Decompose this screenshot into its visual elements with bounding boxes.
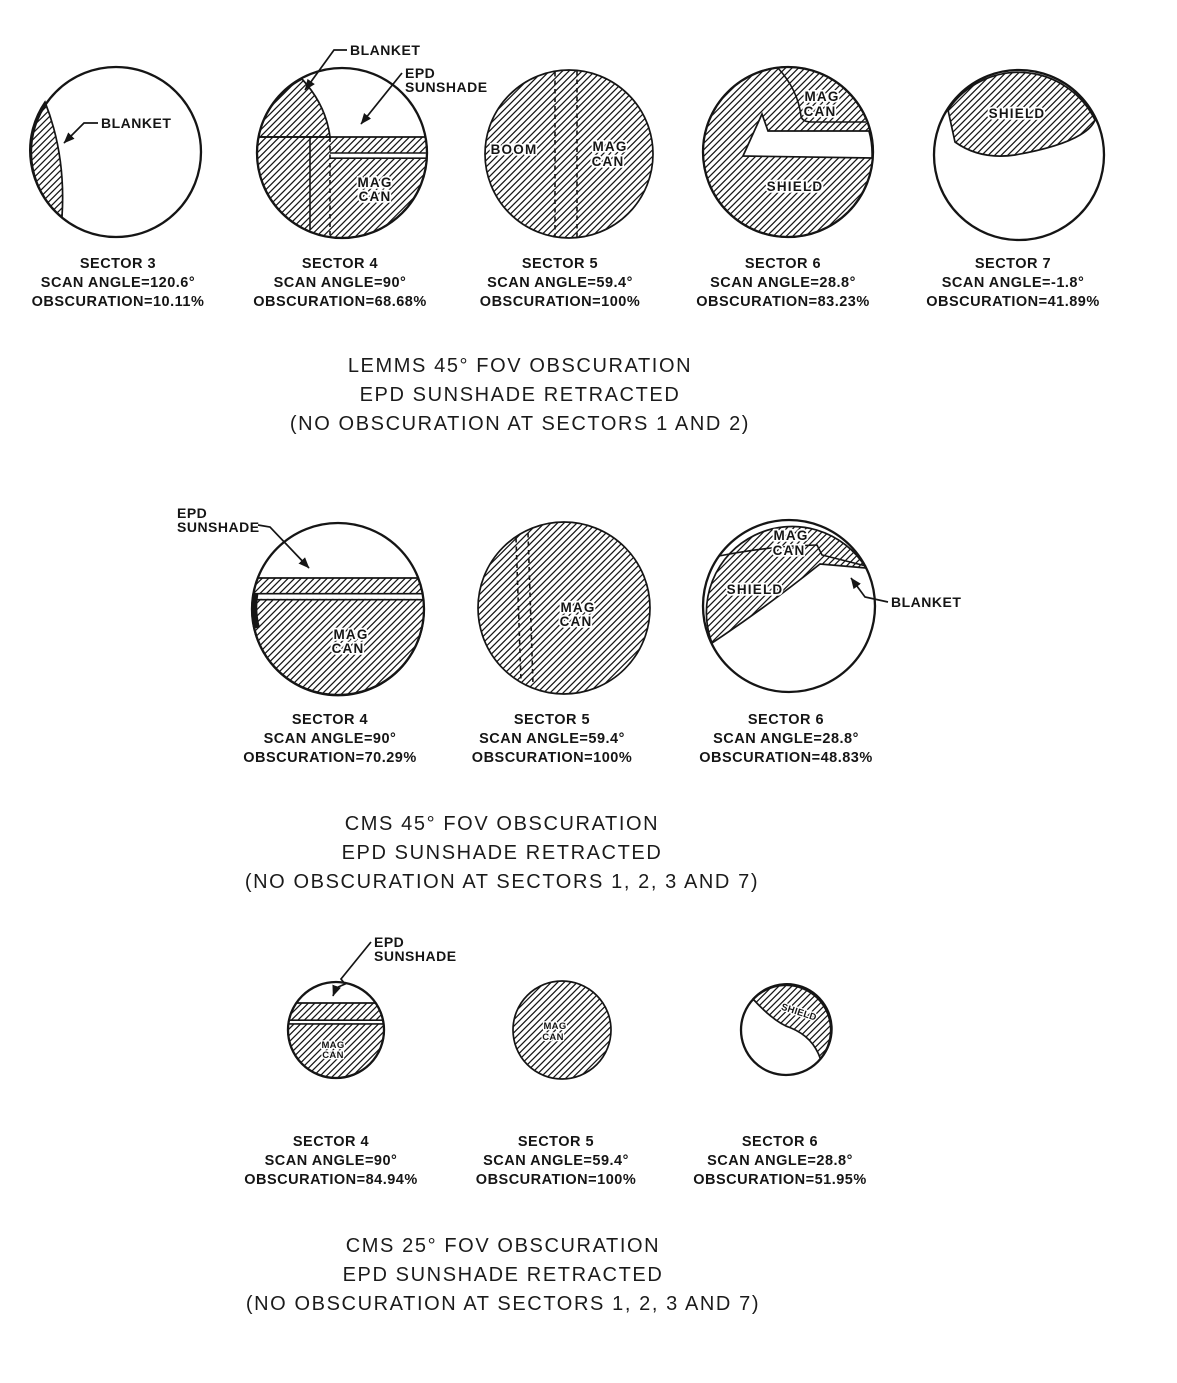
sector-scan-angle: SCAN ANGLE=28.8° <box>713 731 859 747</box>
sector-obscuration: OBSCURATION=51.95% <box>693 1172 867 1188</box>
sector-scan-angle: SCAN ANGLE=28.8° <box>710 275 856 291</box>
lemms45-sector4-diagram <box>250 30 490 248</box>
can-region-label: CAN <box>358 189 392 204</box>
shield-region-label: SHIELD <box>779 1001 818 1024</box>
epd-sunshade-leader-line <box>333 942 371 996</box>
sector-name: SECTOR 6 <box>744 256 822 272</box>
sector-name: SECTOR 6 <box>747 712 825 728</box>
mag-region-label: MAG <box>321 1040 345 1051</box>
group-title-line3: (NO OBSCURATION AT SECTORS 1, 2, 3 AND 7) <box>244 871 760 893</box>
can-region-label: CAN <box>322 1050 344 1061</box>
group-title-line1: CMS 45° FOV OBSCURATION <box>344 813 660 835</box>
sector-caption <box>699 711 873 768</box>
group-title-line1: CMS 25° FOV OBSCURATION <box>345 1235 661 1257</box>
sector-scan-angle: SCAN ANGLE=90° <box>273 275 407 291</box>
cms25-sector6-diagram <box>725 975 845 1090</box>
sunshade-magcan-obscuration-region <box>257 137 427 238</box>
sector-scan-angle: SCAN ANGLE=59.4° <box>483 1153 629 1169</box>
can-region-label: CAN <box>772 543 806 558</box>
shield-region-label: SHIELD <box>766 179 824 194</box>
group-title-lemms45 <box>290 352 750 439</box>
blanket-edge-sliver <box>254 593 257 628</box>
mag-region-label: MAG <box>592 139 628 154</box>
cms45-sector4-diagram <box>170 495 445 709</box>
sector-name: SECTOR 4 <box>291 712 369 728</box>
epd-callout-label: EPD <box>374 934 405 950</box>
group-title-line2: EPD SUNSHADE RETRACTED <box>359 384 681 406</box>
group-title-line1: LEMMS 45° FOV OBSCURATION <box>347 355 693 377</box>
sector-obscuration: OBSCURATION=70.29% <box>243 750 417 766</box>
mag-region-label: MAG <box>560 600 596 615</box>
sector-name: SECTOR 5 <box>513 712 591 728</box>
group-title-cms25 <box>246 1232 760 1319</box>
epd-callout-label: EPD <box>405 65 436 81</box>
sector-obscuration: OBSCURATION=100% <box>479 294 641 310</box>
sector-caption <box>243 711 417 768</box>
lemms45-sector5-diagram <box>470 40 675 245</box>
group-title-line2: EPD SUNSHADE RETRACTED <box>341 842 663 864</box>
sector-scan-angle: SCAN ANGLE=120.6° <box>40 275 196 291</box>
mag-region-label: MAG <box>357 175 393 190</box>
sector-name: SECTOR 7 <box>974 256 1052 272</box>
blanket-leader-line <box>851 578 888 602</box>
shield-region-label: SHIELD <box>726 582 784 597</box>
sunshade-callout-label: SUNSHADE <box>405 79 488 95</box>
sector-name: SECTOR 5 <box>517 1134 595 1150</box>
sector-obscuration: OBSCURATION=83.23% <box>696 294 870 310</box>
can-region-label: CAN <box>331 641 365 656</box>
sector-name: SECTOR 4 <box>292 1134 370 1150</box>
mag-region-label: MAG <box>543 1021 567 1032</box>
sector-scan-angle: SCAN ANGLE=59.4° <box>487 275 633 291</box>
sector-caption <box>696 255 870 312</box>
sector-obscuration: OBSCURATION=100% <box>475 1172 637 1188</box>
sunshade-callout-label: SUNSHADE <box>177 519 260 535</box>
sector-caption <box>480 255 640 312</box>
epd-callout-label: EPD <box>177 505 208 521</box>
cms25-sector4-diagram <box>250 925 480 1087</box>
blanket-leader-line <box>64 123 98 143</box>
mag-region-label: MAG <box>333 627 369 642</box>
sector-caption <box>253 255 427 312</box>
sector-obscuration: OBSCURATION=48.83% <box>699 750 873 766</box>
blanket-callout-label: BLANKET <box>101 115 172 131</box>
group-title-cms45 <box>245 810 759 897</box>
can-region-label: CAN <box>542 1032 564 1043</box>
sector-obscuration: OBSCURATION=84.94% <box>244 1172 418 1188</box>
group-title-line3: (NO OBSCURATION AT SECTORS 1 AND 2) <box>289 413 751 435</box>
sector-caption <box>32 255 205 312</box>
sector-scan-angle: SCAN ANGLE=28.8° <box>707 1153 853 1169</box>
boom-region-label: BOOM <box>490 142 538 157</box>
shield-region-label: SHIELD <box>988 106 1046 121</box>
sector-obscuration: OBSCURATION=68.68% <box>253 294 427 310</box>
sector-obscuration: OBSCURATION=10.11% <box>31 294 205 310</box>
shield-obscuration-region <box>753 984 832 1059</box>
sector-name: SECTOR 3 <box>79 256 157 272</box>
cms25-sector5-diagram <box>500 975 625 1090</box>
blanket-callout-label: BLANKET <box>350 42 421 58</box>
can-region-label: CAN <box>803 104 837 119</box>
sector-name: SECTOR 5 <box>521 256 599 272</box>
group-title-line3: (NO OBSCURATION AT SECTORS 1, 2, 3 AND 7) <box>245 1293 761 1315</box>
blanket-callout-label: BLANKET <box>891 594 962 610</box>
sector-caption <box>926 255 1100 312</box>
sector-name: SECTOR 6 <box>741 1134 819 1150</box>
sector-obscuration: OBSCURATION=100% <box>471 750 633 766</box>
sector-obscuration: OBSCURATION=41.89% <box>926 294 1100 310</box>
sector-caption <box>693 1133 867 1190</box>
cms45-sector5-diagram <box>475 495 670 707</box>
sector-scan-angle: SCAN ANGLE=-1.8° <box>941 275 1085 291</box>
sector-scan-angle: SCAN ANGLE=59.4° <box>479 731 625 747</box>
mag-region-label: MAG <box>773 528 809 543</box>
sector-caption <box>244 1133 418 1190</box>
epd-sunshade-leader-line <box>361 73 402 124</box>
lemms45-sector7-diagram <box>920 35 1155 247</box>
sector-caption <box>476 1133 636 1190</box>
mag-region-label: MAG <box>804 89 840 104</box>
sector-name: SECTOR 4 <box>301 256 379 272</box>
sector-caption <box>472 711 632 768</box>
can-region-label: CAN <box>559 614 593 629</box>
sunshade-callout-label: SUNSHADE <box>374 948 457 964</box>
cms45-sector6-diagram <box>695 490 995 704</box>
sector-scan-angle: SCAN ANGLE=90° <box>264 1153 398 1169</box>
sector-scan-angle: SCAN ANGLE=90° <box>263 731 397 747</box>
can-region-label: CAN <box>591 154 625 169</box>
group-title-line2: EPD SUNSHADE RETRACTED <box>342 1264 664 1286</box>
